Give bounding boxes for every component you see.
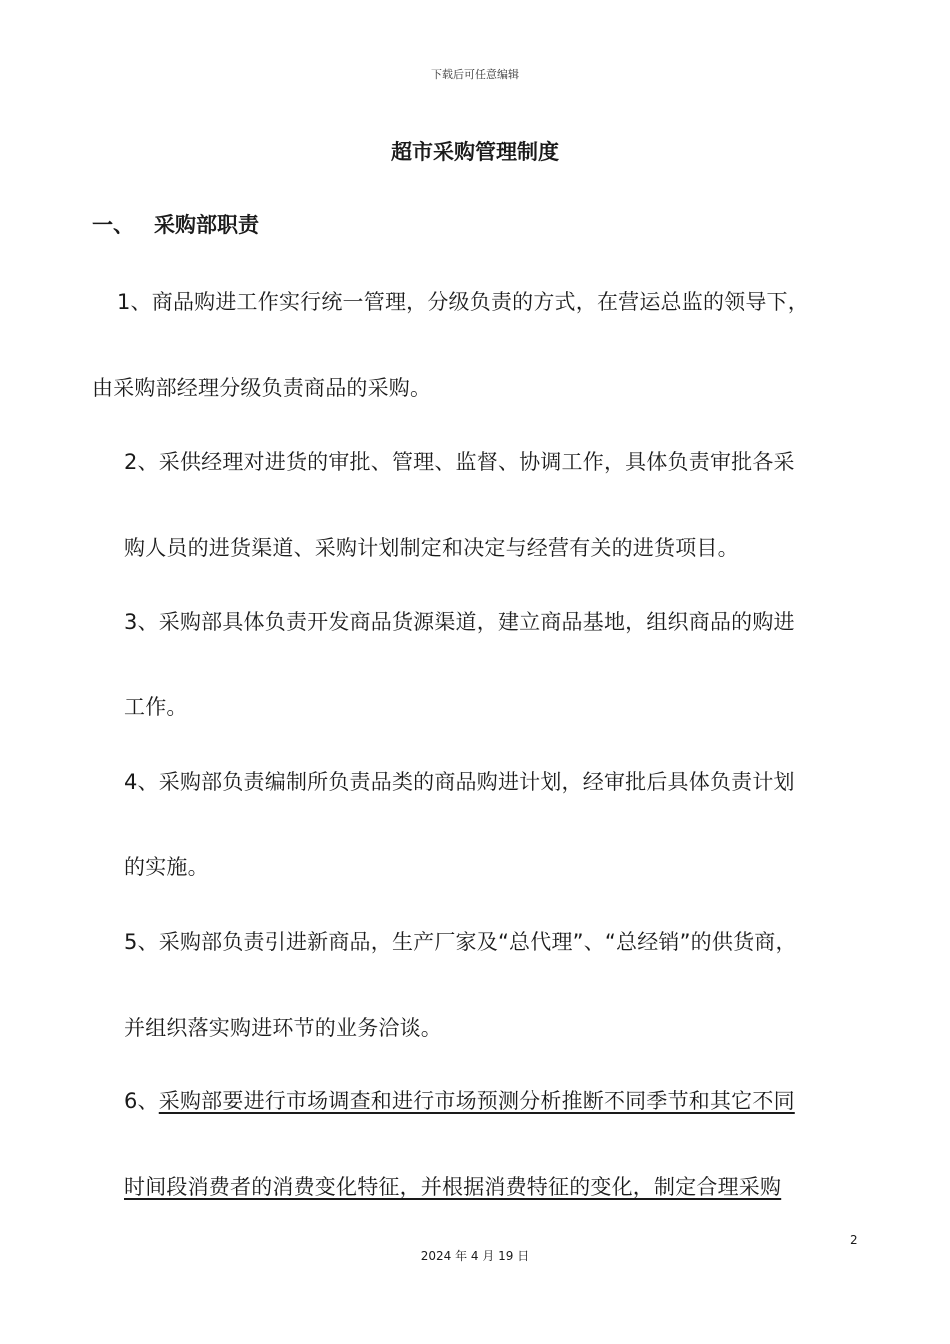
underlined-text: 时间段消费者的消费变化特征，并根据消费特征的变化，制定合理采购 <box>124 1175 782 1199</box>
paragraph-line: 1、商品购进工作实行统一管理，分级负责的方式，在营运总监的领导下， <box>117 290 809 314</box>
page-number: 2 <box>850 1233 858 1247</box>
paragraph-line: 4、采购部负责编制所负责品类的商品购进计划，经审批后具体负责计划 <box>124 770 795 794</box>
document-title: 超市采购管理制度 <box>391 140 559 164</box>
footer-date: 2024 年 4 月 19 日 <box>420 1249 530 1263</box>
paragraph-line: 工作。 <box>124 695 188 719</box>
section-number: 一、 <box>92 213 134 237</box>
underlined-text: 采购部要进行市场调查和进行市场预测分析推断不同季节和其它不同 <box>158 1089 795 1113</box>
paragraph-line: 5、采购部负责引进新商品，生产厂家及“总代理”、“总经销”的供货商， <box>124 930 797 954</box>
paragraph-line: 由采购部经理分级负责商品的采购。 <box>92 376 432 400</box>
item-number: 6、 <box>124 1089 159 1113</box>
section-heading: 采购部职责 <box>154 213 259 237</box>
paragraph-line: 购人员的进货渠道、采购计划制定和决定与经营有关的进货项目。 <box>124 536 739 560</box>
paragraph-line: 并组织落实购进环节的业务洽谈。 <box>124 1016 442 1040</box>
page-header-note: 下载后可任意编辑 <box>431 68 519 81</box>
paragraph-line: 3、采购部具体负责开发商品货源渠道，建立商品基地，组织商品的购进 <box>124 610 795 634</box>
paragraph-line <box>124 1085 795 1115</box>
paragraph-line: 的实施。 <box>124 855 209 879</box>
paragraph-line: 2、采供经理对进货的审批、管理、监督、协调工作，具体负责审批各采 <box>124 450 795 474</box>
